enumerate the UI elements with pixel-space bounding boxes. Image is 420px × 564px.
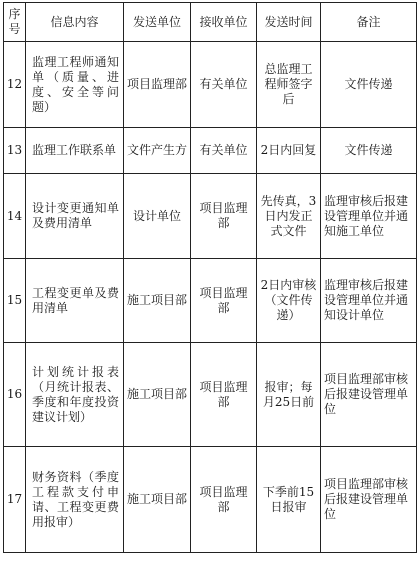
- cell-remark: 文件传递: [321, 128, 417, 174]
- cell-remark: 项目监理部审核后报建设管理单位: [321, 343, 417, 447]
- header-remark: 备注: [321, 3, 417, 42]
- cell-no: 14: [4, 174, 26, 259]
- cell-remark: 监理审核后报建设管理单位并通知施工单位: [321, 174, 417, 259]
- cell-no: 12: [4, 42, 26, 128]
- cell-sender: 施工项目部: [124, 447, 191, 553]
- cell-sender: 施工项目部: [124, 343, 191, 447]
- header-time: 发送时间: [257, 3, 321, 42]
- table-row: [4, 128, 417, 174]
- cell-sender: 文件产生方: [124, 128, 191, 174]
- table-row: [4, 447, 417, 553]
- table-row: [4, 343, 417, 447]
- cell-info: 监理工程师通知单（质量、进度、安全等问题）: [26, 42, 124, 128]
- cell-receiver: 项目监理部: [191, 343, 257, 447]
- cell-no: 17: [4, 447, 26, 553]
- table-header-row: [4, 3, 417, 42]
- header-sender: 发送单位: [124, 3, 191, 42]
- cell-info: 工程变更单及费用清单: [26, 259, 124, 343]
- cell-remark: 文件传递: [321, 42, 417, 128]
- cell-time: 下季前15日报审: [257, 447, 321, 553]
- cell-sender: 设计单位: [124, 174, 191, 259]
- info-transfer-table: [3, 2, 417, 553]
- cell-receiver: 项目监理部: [191, 447, 257, 553]
- header-info: 信息内容: [26, 3, 124, 42]
- cell-receiver: 有关单位: [191, 42, 257, 128]
- cell-time: 2日内审核（文件传递）: [257, 259, 321, 343]
- cell-receiver: 项目监理部: [191, 259, 257, 343]
- cell-info: 设计变更通知单及费用清单: [26, 174, 124, 259]
- cell-receiver: 项目监理部: [191, 174, 257, 259]
- cell-no: 15: [4, 259, 26, 343]
- cell-time: 报审；每月25日前: [257, 343, 321, 447]
- cell-info: 财务资料（季度工程款支付申请、工程变更费用报审）: [26, 447, 124, 553]
- table-row: [4, 42, 417, 128]
- cell-info: 监理工作联系单: [26, 128, 124, 174]
- cell-sender: 项目监理部: [124, 42, 191, 128]
- cell-no: 16: [4, 343, 26, 447]
- cell-receiver: 有关单位: [191, 128, 257, 174]
- cell-time: 总监理工程师签字后: [257, 42, 321, 128]
- cell-info: 计划统计报表（月统计报表、季度和年度投资建议计划）: [26, 343, 124, 447]
- table-row: [4, 174, 417, 259]
- cell-sender: 施工项目部: [124, 259, 191, 343]
- cell-time: 先传真，3日内发正式文件: [257, 174, 321, 259]
- header-no: 序号: [4, 3, 26, 42]
- table-row: [4, 259, 417, 343]
- cell-no: 13: [4, 128, 26, 174]
- cell-remark: 监理审核后报建设管理单位并通知设计单位: [321, 259, 417, 343]
- cell-time: 2日内回复: [257, 128, 321, 174]
- header-receiver: 接收单位: [191, 3, 257, 42]
- cell-remark: 项目监理部审核后报建设管理单位: [321, 447, 417, 553]
